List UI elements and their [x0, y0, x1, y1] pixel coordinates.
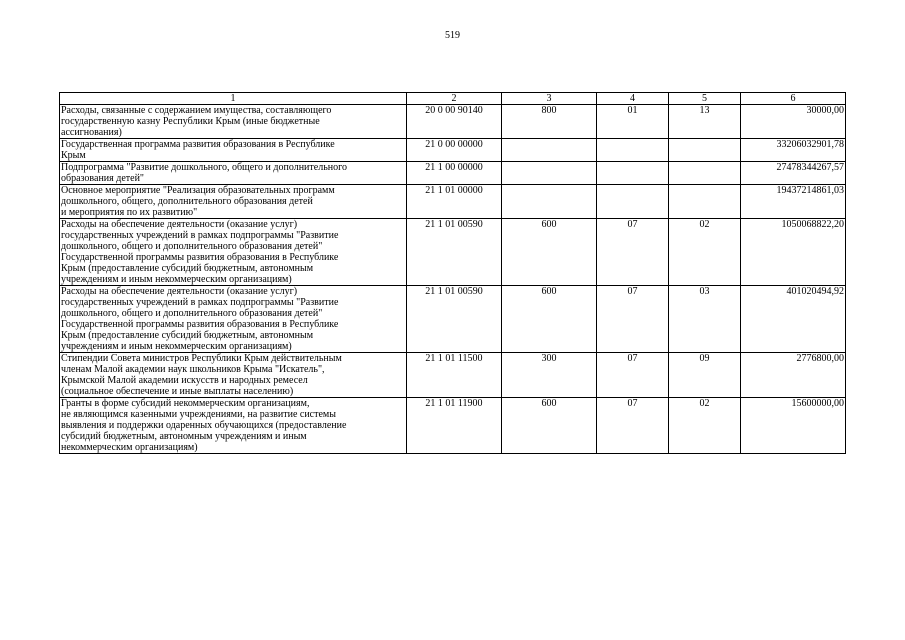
table-row — [60, 105, 846, 139]
row-section: 07 — [597, 353, 669, 398]
row-subsection: 03 — [669, 286, 741, 353]
row-expense-type: 800 — [502, 105, 597, 139]
row-section: 01 — [597, 105, 669, 139]
table-row — [60, 286, 846, 353]
row-amount: 15600000,00 — [741, 398, 846, 454]
column-header-1: 1 — [60, 93, 407, 105]
row-amount: 2776800,00 — [741, 353, 846, 398]
row-amount: 19437214861,03 — [741, 185, 846, 219]
page-number: 519 — [445, 30, 460, 41]
row-name: Гранты в форме субсидий некоммерческим организациям, не являющимся казенными учреждениями, на развитие системы выявления и поддержки одаренных обучающихся (предоставление субсидий бюджетным, автономным учреждениям и иным некоммерческим организациям) — [60, 398, 407, 454]
row-expense-type: 600 — [502, 219, 597, 286]
table-row — [60, 219, 846, 286]
row-section — [597, 162, 669, 185]
row-name: Подпрограмма "Развитие дошкольного, общего и дополнительного образования детей" — [60, 162, 407, 185]
row-name: Расходы на обеспечение деятельности (оказание услуг) государственных учреждений в рамках подпрограммы "Развитие дошкольного, общего и дополнительного образования детей" Государственной программы развития образования в Республике Крым (предоставление субсидий бюджетным, автономным учреждениям и иным некоммерческим организациям) — [60, 286, 407, 353]
row-name: Основное мероприятие "Реализация образовательных программ дошкольного, общего, дополнительного образования детей и мероприятия по их развитию" — [60, 185, 407, 219]
row-target-code: 21 1 01 00590 — [407, 286, 502, 353]
row-name: Государственная программа развития образования в Республике Крым — [60, 139, 407, 162]
table-row — [60, 139, 846, 162]
row-expense-type — [502, 139, 597, 162]
row-expense-type: 600 — [502, 286, 597, 353]
row-expense-type: 300 — [502, 353, 597, 398]
row-section — [597, 139, 669, 162]
row-subsection: 09 — [669, 353, 741, 398]
row-name: Расходы на обеспечение деятельности (оказание услуг) государственных учреждений в рамках подпрограммы "Развитие дошкольного, общего и дополнительного образования детей" Государственной программы развития образования в Республике Крым (предоставление субсидий бюджетным, автономным учреждениям и иным некоммерческим организациям) — [60, 219, 407, 286]
row-expense-type — [502, 162, 597, 185]
row-subsection — [669, 139, 741, 162]
column-header-6: 6 — [741, 93, 846, 105]
table-row — [60, 185, 846, 219]
table-row — [60, 398, 846, 454]
table-row — [60, 353, 846, 398]
row-amount: 1050068822,20 — [741, 219, 846, 286]
row-amount: 33206032901,78 — [741, 139, 846, 162]
row-target-code: 21 1 01 11900 — [407, 398, 502, 454]
row-target-code: 21 1 00 00000 — [407, 162, 502, 185]
row-subsection: 13 — [669, 105, 741, 139]
row-section: 07 — [597, 398, 669, 454]
column-header-5: 5 — [669, 93, 741, 105]
table-header-row — [60, 93, 846, 105]
row-name: Стипендии Совета министров Республики Крым действительным членам Малой академии наук школьников Крыма "Искатель", Крымской Малой академии искусств и народных ремесел (социальное обеспечение и иные выплаты населению) — [60, 353, 407, 398]
row-subsection — [669, 185, 741, 219]
column-header-3: 3 — [502, 93, 597, 105]
row-section: 07 — [597, 219, 669, 286]
column-header-4: 4 — [597, 93, 669, 105]
row-expense-type — [502, 185, 597, 219]
row-target-code: 21 0 00 00000 — [407, 139, 502, 162]
row-subsection: 02 — [669, 398, 741, 454]
row-target-code: 21 1 01 11500 — [407, 353, 502, 398]
row-target-code: 21 1 01 00590 — [407, 219, 502, 286]
row-name: Расходы, связанные с содержанием имущества, составляющего государственную казну Республики Крым (иные бюджетные ассигнования) — [60, 105, 407, 139]
table-row — [60, 162, 846, 185]
row-amount: 27478344267,57 — [741, 162, 846, 185]
row-target-code: 21 1 01 00000 — [407, 185, 502, 219]
column-header-2: 2 — [407, 93, 502, 105]
row-amount: 401020494,92 — [741, 286, 846, 353]
budget-table — [59, 92, 846, 454]
row-subsection: 02 — [669, 219, 741, 286]
row-amount: 30000,00 — [741, 105, 846, 139]
row-section — [597, 185, 669, 219]
row-target-code: 20 0 00 90140 — [407, 105, 502, 139]
row-subsection — [669, 162, 741, 185]
row-section: 07 — [597, 286, 669, 353]
row-expense-type: 600 — [502, 398, 597, 454]
